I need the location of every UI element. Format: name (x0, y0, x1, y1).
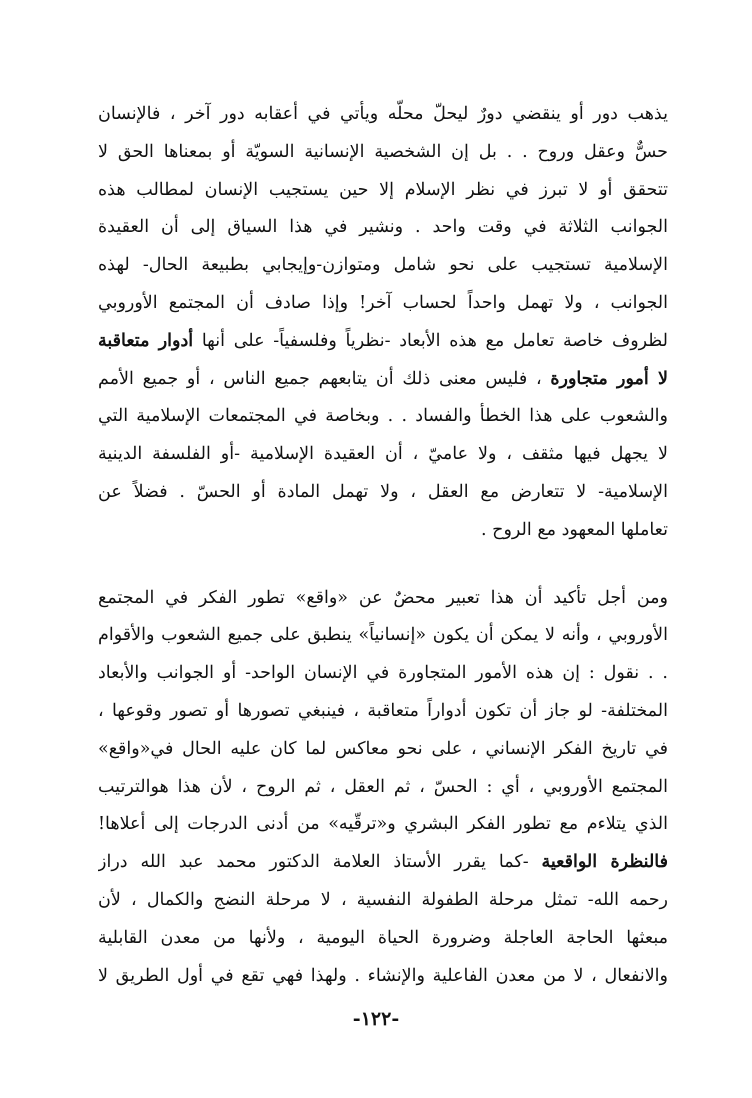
text-line (98, 731, 668, 769)
text-line (98, 134, 668, 172)
paragraph (98, 96, 668, 550)
text-run: تتحقق أو لا تبرز في نظر الإسلام إلا حين يستجيب الإنسان لمطالب هذه (98, 179, 668, 200)
text-run: تعاملها المعهود مع الروح . (481, 519, 668, 540)
text-run: والانفعال ، لا من معدن الفاعلية والإنشاء . ولهذا فهي تقع في أول الطريق لا (98, 965, 668, 986)
text-run: الذي يتلاءم مع تطور الفكر البشري و«ترقّيه» من أدنى الدرجات إلى أعلاها! (98, 814, 668, 835)
text-line (98, 920, 668, 958)
text-line (98, 172, 668, 210)
text-line (98, 323, 668, 361)
text-line (98, 512, 668, 550)
text-line (98, 361, 668, 399)
text-run: في تاريخ الفكر الإنساني ، على نحو معاكس لما كان عليه الحال في«واقع» (98, 738, 668, 759)
text-run: المجتمع الأوروبي ، أي : الحسّ ، ثم العقل ، ثم الروح ، لأن هذا هوالترتيب (98, 776, 668, 797)
text-run: الإسلامية- لا تتعارض مع العقل ، ولا تهمل المادة أو الحسّ . فضلاً عن (98, 481, 668, 502)
bold-phrase: أدوار متعاقبة (98, 330, 194, 351)
text-run: الإسلامية تستجيب على نحو شامل ومتوازن-وإيجابي بطبيعة الحال- لهذه (98, 255, 668, 276)
text-run: رحمه الله- تمثل مرحلة الطفولة النفسية ، لا مرحلة النضج والكمال ، لأن (98, 889, 668, 910)
text-run: يذهب دور أو ينقضي دورٌ ليحلّ محلّه ويأتي في أعقابه دور آخر ، فالإنسان (98, 104, 668, 124)
text-run: . . نقول : إن هذه الأمور المتجاورة في الإنسان الواحد- أو الجوانب والأبعاد (98, 663, 668, 684)
text-run: حسٌّ وعقل وروح . . بل إن الشخصية الإنسانية السويّة أو بمعناها الحق لا (98, 141, 668, 162)
text-run: ، فليس معنى ذلك أن يتابعهم جميع الناس ، أو جميع الأمم (98, 368, 551, 389)
text-line (98, 474, 668, 512)
bold-phrase: فالنظرة الواقعية (541, 852, 668, 873)
text-run: مبعثها الحاجة العاجلة وضرورة الحياة اليومية ، ولأنها من معدن القابلية (98, 927, 668, 948)
text-run: لظروف خاصة تعامل مع هذه الأبعاد -نظرياً وفلسفياً- على أنها (193, 330, 668, 351)
text-line (98, 844, 668, 882)
text-run: والشعوب على هذا الخطأ والفساد . . وبخاصة في المجتمعات الإسلامية التي (98, 406, 668, 427)
text-line (98, 285, 668, 323)
text-line (98, 96, 668, 134)
text-run: ومن أجل تأكيد أن هذا تعبير محضٌ عن «واقع» تطور الفكر في المجتمع (98, 587, 668, 608)
bold-phrase: لا أمور متجاورة (550, 368, 668, 389)
text-line (98, 436, 668, 474)
text-line (98, 398, 668, 436)
text-run: الجوانب ، ولا تهمل واحداً لحساب آخر! وإذا صادف أن المجتمع الأوروبي (98, 292, 668, 313)
text-run: لا يجهل فيها مثقف ، ولا عاميّ ، أن العقيدة الإسلامية -أو الفلسفة الدينية (98, 444, 668, 465)
text-line (98, 209, 668, 247)
text-run: -كما يقرر الأستاذ العلامة الدكتور محمد عبد الله دراز (98, 852, 542, 873)
text-run: الأوروبي ، وأنه لا يمكن أن يكون «إنسانياً» ينطبق على جميع الشعوب والأقوام (98, 625, 668, 646)
text-line (98, 882, 668, 920)
paragraph (98, 580, 668, 996)
text-line (98, 769, 668, 807)
text-line (98, 958, 668, 996)
text-line (98, 693, 668, 731)
paragraph-gap (98, 550, 668, 580)
text-line (98, 247, 668, 285)
page-number: -١٢٢- (352, 1008, 400, 1030)
text-line (98, 655, 668, 693)
page-body (98, 96, 668, 995)
text-line (98, 806, 668, 844)
text-run: المختلفة- لو جاز أن تكون أدواراً متعاقبة ، فينبغي تصورها أو تصور وقوعها ، (98, 700, 668, 721)
text-line (98, 617, 668, 655)
text-run: الجوانب الثلاثة في وقت واحد . ونشير في هذا السياق إلى أن العقيدة (98, 217, 668, 238)
text-line (98, 580, 668, 618)
